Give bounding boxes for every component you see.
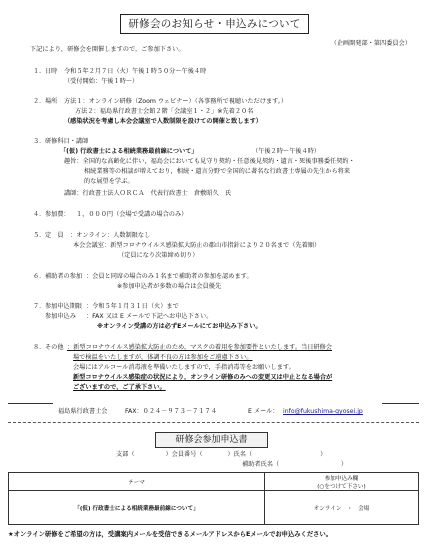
section-2-label: 場所 <box>45 98 58 105</box>
assistant-rule: ：会員と同席の場合のみ１名まで補助者の参加を認めます。 <box>86 273 253 280</box>
section-6-number: ６． <box>33 273 46 280</box>
row-participation-options[interactable]: オンライン ・ 会場 <box>265 491 419 525</box>
page-title: 研修会のお知らせ・申込みについて <box>120 14 309 34</box>
intro-text: 下記により，研修会を開催しますので，ご参加下さい。 <box>30 46 185 53</box>
online-footnote: ★オンライン研修をご希望の方は，受講案内メールを受信できるメールアドレスからEメールでお申込みください。 <box>8 531 333 538</box>
online-email-note: ※オンライン受講の方は必ずEメールにてお申込み下さい。 <box>97 323 262 330</box>
capacity-online: ：オンライン：人数制限なし <box>70 232 151 239</box>
reception-time: （受付開始：午後１時～） <box>64 78 139 85</box>
section-8-label: その他 <box>45 344 64 351</box>
section-6-label: 補助者の参加 <box>45 273 83 280</box>
assistant-note: ※参加申込者が多数の場合は会員優先 <box>117 283 222 290</box>
contact-email-label: E メール： <box>248 408 279 415</box>
other-line-2: 場で検温をいたしますが，体調不良の方は参加をご遠慮下さい。 <box>73 354 253 361</box>
course-time: （午後２時～午後４時） <box>252 148 321 155</box>
method-venue: 方法２：福島県行政書士会館２階「会議室１・２」※先着２０名 <box>75 108 254 115</box>
organizer: （企画開発部・第四委員会） <box>330 40 411 47</box>
capacity-venue: 本会会議室：新型コロナウイルス感染拡大防止の郡山市指針により２０名まで（先着順） <box>73 242 321 249</box>
contact-org: 福島県行政書士会 <box>58 408 108 415</box>
section-2-number: ２． <box>33 98 46 105</box>
other-line-1: ：新型コロナウイルス感染拡大防止のため，マスクの着用を参加要件といたします。当日研修会 <box>67 344 332 351</box>
section-1-number: １． <box>33 68 46 75</box>
contact-divider-left <box>8 403 53 404</box>
section-4-number: ４． <box>33 211 46 218</box>
cut-line <box>8 422 419 423</box>
header-selection <box>265 473 419 491</box>
section-3-label: 研修科目・講師 <box>45 138 89 145</box>
other-line-5: ございますので，ご了承下さい。 <box>73 384 166 391</box>
event-date: 令和５年２月７日（火）午後１時５０分～午後４時 <box>64 68 207 75</box>
application-table <box>8 472 419 525</box>
application-method: ：FAX 又は E メールで下記へお申込下さい。 <box>86 313 213 320</box>
form-title: 研修会参加申込書 <box>155 432 268 448</box>
application-deadline: ：令和５年１月３１日（火）まで <box>86 303 179 310</box>
section-7-number: ７． <box>33 303 46 310</box>
venue-capacity-note: （感染状況を考慮し本会会議室で人数制限を設けての開催と致します） <box>64 118 262 125</box>
header-selection-hint: (○をつけて下さい) <box>317 483 366 490</box>
section-5-number: ５． <box>33 232 46 239</box>
capacity-venue-note: （定員になり次第締め切り） <box>118 252 199 259</box>
contact-fax: FAX：０２４－９７３－７１７４ <box>125 408 217 415</box>
form-assistant-field[interactable]: 補助者氏名（ ） <box>242 461 348 468</box>
section-7-label: 参加申込期限 <box>45 303 83 310</box>
section-8-number: ８． <box>33 344 46 351</box>
method-online: 方法１：オンライン研修（Zoom ウェビナー）（各事務所で視聴いただけます。） <box>64 98 288 105</box>
header-theme: テーマ <box>9 473 265 491</box>
form-member-fields[interactable]: 支部（ ）会員番号（ ）氏名（ ） <box>116 451 327 458</box>
other-line-4: 新型コロナウイルス感染症の状況により，オンライン研修のみへの変更又は中止となる場合が <box>73 374 333 381</box>
row-theme: 「(仮) 行政書士による相続業務最前線について」 <box>9 491 265 525</box>
application-method-label: 参加申込み <box>45 313 76 320</box>
gist-line-2: 相続業務等の相談が増えており，相続・遺言分野で全国的に著名な行政書士専属の先生から将来 <box>84 168 351 175</box>
gist-line-1: 趣旨：全国的な高齢化に伴い，福島会においても見守り契約・任意後見契約・遺言・死後事務委任契約・ <box>64 158 355 165</box>
section-5-label: 定 員 <box>45 232 64 239</box>
course-title: 「(仮) 行政書士による相続業務最前線について」 <box>60 148 198 155</box>
section-3-number: ３． <box>33 138 46 145</box>
header-selection-title: 参加申込み欄 <box>324 475 359 482</box>
gist-line-3: 的な展望を学ぶ。 <box>84 178 134 185</box>
section-4-label: 参加費： <box>45 211 70 218</box>
other-line-3: 会場にはアルコール消毒液を準備いたしますので，手指消毒等をお願いします。 <box>73 364 295 371</box>
contact-email-link[interactable]: info@fukushima-gyosei.jp <box>283 408 363 415</box>
lecturer: 講師：行政書士法人ＯＲＣＡ 代表行政書士 倉敷昭久 氏 <box>64 190 232 197</box>
fee-value: １，０００円（会場で受講の場合のみ） <box>76 211 188 218</box>
contact-divider-right <box>382 403 419 404</box>
section-1-label: 日時 <box>45 68 58 75</box>
